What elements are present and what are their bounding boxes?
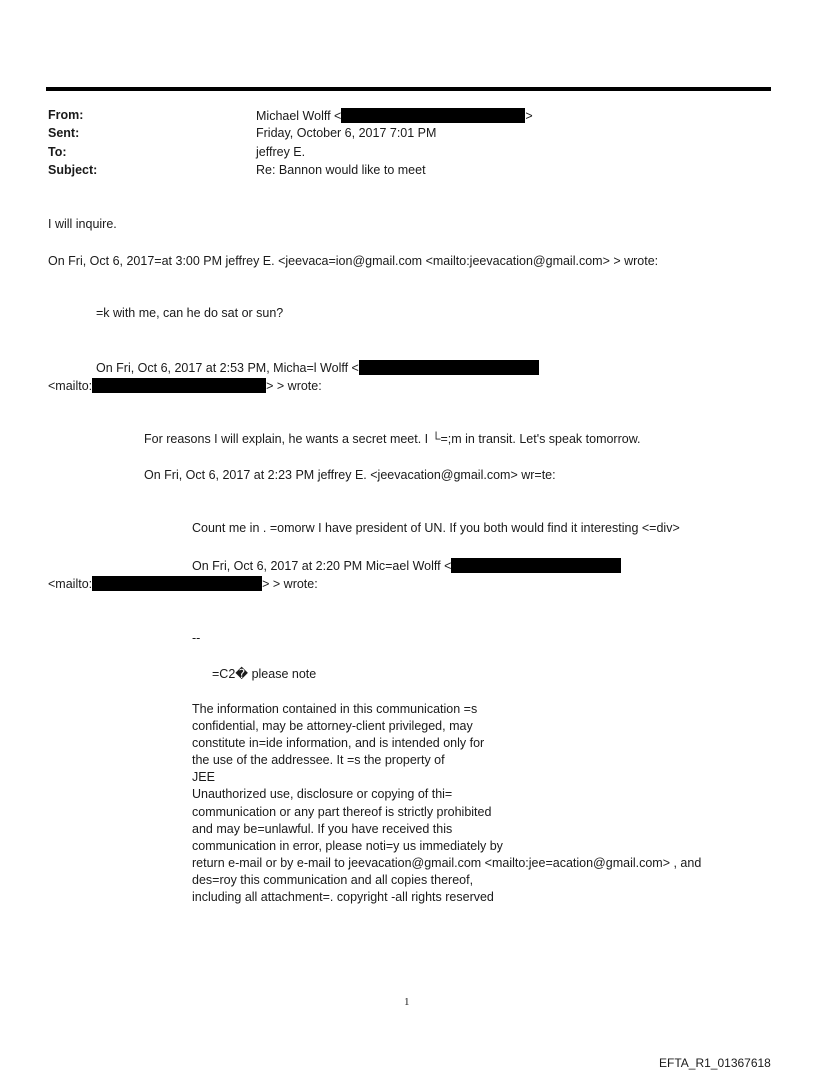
- disclaimer-line: communication in error, please noti=y us immediately by: [192, 838, 503, 853]
- disclaimer-line: return e-mail or by e-mail to jeevacation@gmail.com <mailto:jee=acation@gmail.com> , and: [192, 855, 702, 870]
- disclaimer-line: communication or any part thereof is strictly prohibited: [192, 804, 492, 819]
- quote1-header: On Fri, Oct 6, 2017=at 3:00 PM jeffrey E. <jeevaca=ion@gmail.com <mailto:jeevacation@gmail.com> > wrote:: [48, 254, 659, 268]
- quote3-header: On Fri, Oct 6, 2017 at 2:23 PM jeffrey E. <jeevacation@gmail.com> wr=te:: [144, 468, 556, 482]
- subject-label: Subject:: [48, 163, 98, 177]
- sent-value: Friday, October 6, 2017 7:01 PM: [256, 126, 437, 140]
- disclaimer-line: and may be=unlawful. If you have received this: [192, 821, 453, 836]
- disclaimer-line: Unauthorized use, disclosure or copying of thi=: [192, 787, 453, 802]
- quote2-text: For reasons I will explain, he wants a secret meet. I └=;m in transit. Let's speak tomorrow.: [144, 432, 641, 446]
- please-note: =C2� please note: [212, 667, 317, 681]
- quote4-mailto-line: [48, 576, 318, 591]
- quote2-wrote: > > wrote:: [266, 379, 322, 393]
- disclaimer-line: constitute in=ide information, and is intended only for: [192, 736, 485, 751]
- redaction-block: [92, 378, 266, 393]
- to-value: jeffrey E.: [256, 145, 306, 159]
- quote2-header-text: On Fri, Oct 6, 2017 at 2:53 PM, Micha=l Wolff <: [96, 361, 359, 375]
- quote4-mailto: <mailto:: [48, 577, 93, 591]
- sent-label: Sent:: [48, 126, 80, 140]
- header-rule: [46, 87, 771, 91]
- disclaimer-line: The information contained in this communication =s: [192, 702, 478, 716]
- quote1-text: =k with me, can he do sat or sun?: [96, 306, 284, 320]
- subject-value: Re: Bannon would like to meet: [256, 163, 426, 177]
- reply-text: I will inquire.: [48, 217, 117, 231]
- from-value: [256, 108, 533, 123]
- from-close: >: [525, 109, 533, 123]
- redaction-block: [92, 576, 262, 591]
- disclaimer-line: JEE: [192, 770, 215, 785]
- quote2-mailto-line: [48, 378, 322, 393]
- redaction-block: [359, 360, 539, 375]
- quote2-mailto: <mailto:: [48, 379, 93, 393]
- disclaimer-line: the use of the addressee. It =s the property of: [192, 753, 445, 768]
- redaction-block: [451, 558, 621, 573]
- page-number: 1: [404, 996, 410, 1008]
- quote4-header-text: On Fri, Oct 6, 2017 at 2:20 PM Mic=ael Wolff <: [192, 559, 452, 573]
- from-name: Michael Wolff <: [256, 109, 342, 123]
- quote2-header: [96, 360, 539, 375]
- quote4-wrote: > > wrote:: [262, 577, 318, 591]
- quote3-text: Count me in . =omorw I have president of UN. If you both would find it interesting <=div>: [192, 521, 680, 535]
- disclaimer-line: confidential, may be attorney-client privileged, may: [192, 719, 473, 734]
- from-label: From:: [48, 108, 84, 122]
- disclaimer-line: including all attachment=. copyright -all rights reserved: [192, 890, 494, 905]
- quote4-header: [192, 558, 621, 573]
- signature-dashes: --: [192, 631, 201, 645]
- disclaimer: [192, 701, 701, 906]
- document-id: EFTA_R1_01367618: [659, 1056, 771, 1070]
- to-label: To:: [48, 145, 67, 159]
- disclaimer-line: des=roy this communication and all copies thereof,: [192, 872, 474, 887]
- redaction-block: [341, 108, 525, 123]
